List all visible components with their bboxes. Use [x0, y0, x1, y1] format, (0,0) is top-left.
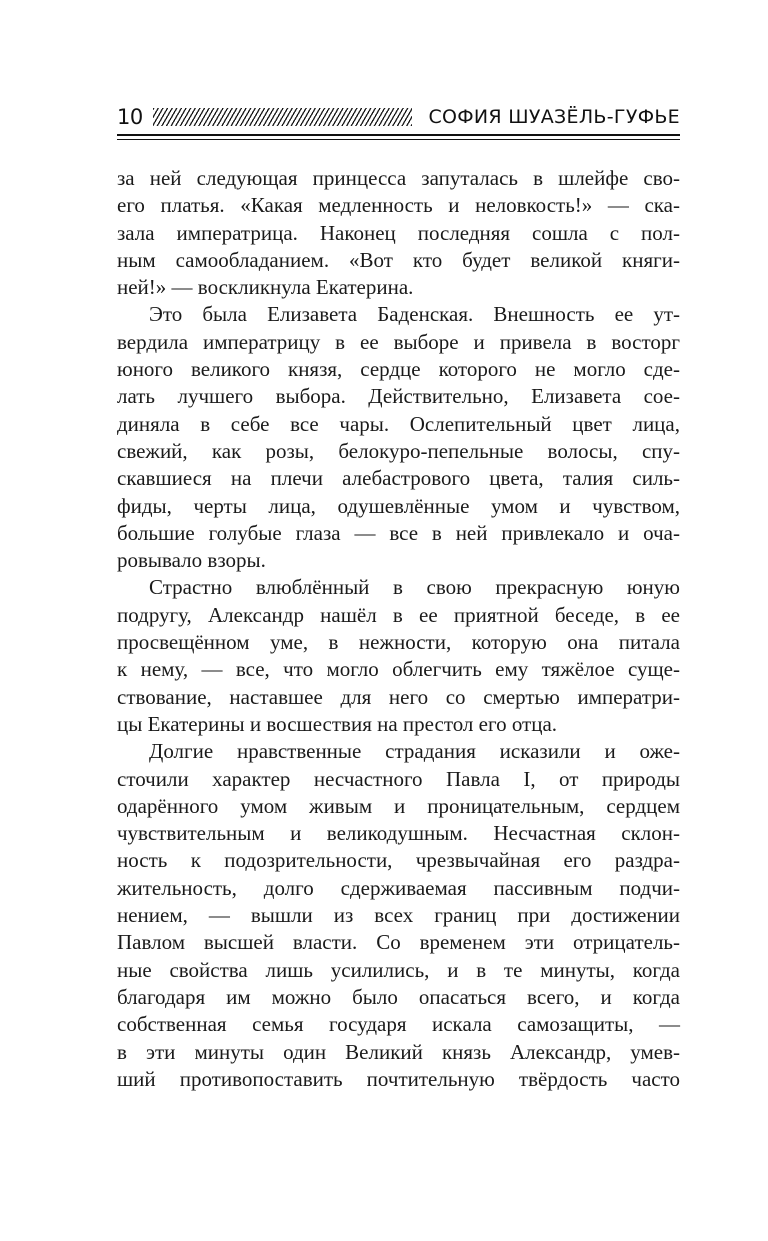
- text-line: юного великого князя, сердце которого не могло сде-: [117, 357, 680, 382]
- text-line: к нему, — все, что могло облегчить ему тяжёлое суще-: [117, 657, 680, 682]
- text-line: одарённого умом живым и проницательным, сердцем: [117, 793, 680, 818]
- text-line: ность к подозрительности, чрезвычайная его раздра-: [117, 848, 680, 873]
- text-line: ные свойства лишь усилились, и в те минуты, когда: [117, 957, 680, 982]
- text-line: благодаря им можно было опасаться всего, и когда: [117, 984, 680, 1009]
- text-line: зала императрица. Наконец последняя сошла с пол-: [117, 220, 680, 245]
- text-line: сточили характер несчастного Павла I, от природы: [117, 766, 680, 791]
- text-line: Страстно влюблённый в свою прекрасную юную: [149, 575, 680, 600]
- text-line: чувствительным и великодушным. Несчастная склон-: [117, 821, 680, 846]
- paragraph: [117, 574, 680, 738]
- text-line: ным самообладанием. «Вот кто будет великой княги-: [117, 247, 680, 272]
- text-line: собственная семья государя искала самозащиты, —: [117, 1012, 680, 1037]
- paragraph: [117, 738, 680, 1093]
- text-line: ствование, наставшее для него со смертью императри-: [117, 684, 680, 709]
- text-line: жительность, долго сдерживаемая пассивным подчи-: [117, 875, 680, 900]
- text-line: цы Екатерины и восшествия на престол его отца.: [117, 711, 558, 736]
- body-text: [117, 165, 680, 1093]
- text-line: ший противопоставить почтительную твёрдость часто: [117, 1066, 680, 1091]
- text-line: просвещённом уме, в нежности, которую она питала: [117, 630, 680, 655]
- text-line: подругу, Александр нашёл в ее приятной беседе, в ее: [117, 602, 680, 627]
- text-line: Долгие нравственные страдания исказили и оже-: [149, 739, 680, 764]
- header-rule-thin: [117, 139, 680, 140]
- text-line: вердила императрицу в ее выборе и привела в восторг: [117, 329, 680, 354]
- text-line: в эти минуты один Великий князь Александр, умев-: [117, 1039, 680, 1064]
- paragraph: [117, 301, 680, 574]
- header-rule: [117, 134, 680, 136]
- text-line: большие голубые глаза — все в ней привлекало и оча-: [117, 520, 680, 545]
- page-number: 10: [117, 104, 143, 129]
- text-line: свежий, как розы, белокуро-пепельные волосы, спу-: [117, 438, 680, 463]
- text-line: Павлом высшей власти. Со временем эти отрицатель-: [117, 930, 680, 955]
- text-line: диняла в себе все чары. Ослепительный цвет лица,: [117, 411, 680, 436]
- running-title: СОФИЯ ШУАЗЁЛЬ-ГУФЬЕ: [428, 105, 680, 128]
- text-line: скавшиеся на плечи алебастрового цвета, талия силь-: [117, 466, 680, 491]
- page-header: [117, 100, 680, 134]
- text-line: лать лучшего выбора. Действительно, Елизавета сое-: [117, 384, 680, 409]
- text-line: ней!» — воскликнула Екатерина.: [117, 275, 414, 300]
- text-line: его платья. «Какая медленность и неловкость!» — ска-: [117, 193, 680, 218]
- decorative-hatch-band: [153, 108, 413, 126]
- text-line: за ней следующая принцесса запуталась в шлейфе сво-: [117, 166, 680, 190]
- paragraph: [117, 165, 680, 301]
- text-line: Это была Елизавета Баденская. Внешность ее ут-: [149, 302, 680, 327]
- text-line: нением, — вышли из всех границ при достижении: [117, 903, 680, 928]
- text-line: ровывало взоры.: [117, 548, 266, 573]
- text-line: фиды, черты лица, одушевлённые умом и чувством,: [117, 493, 680, 518]
